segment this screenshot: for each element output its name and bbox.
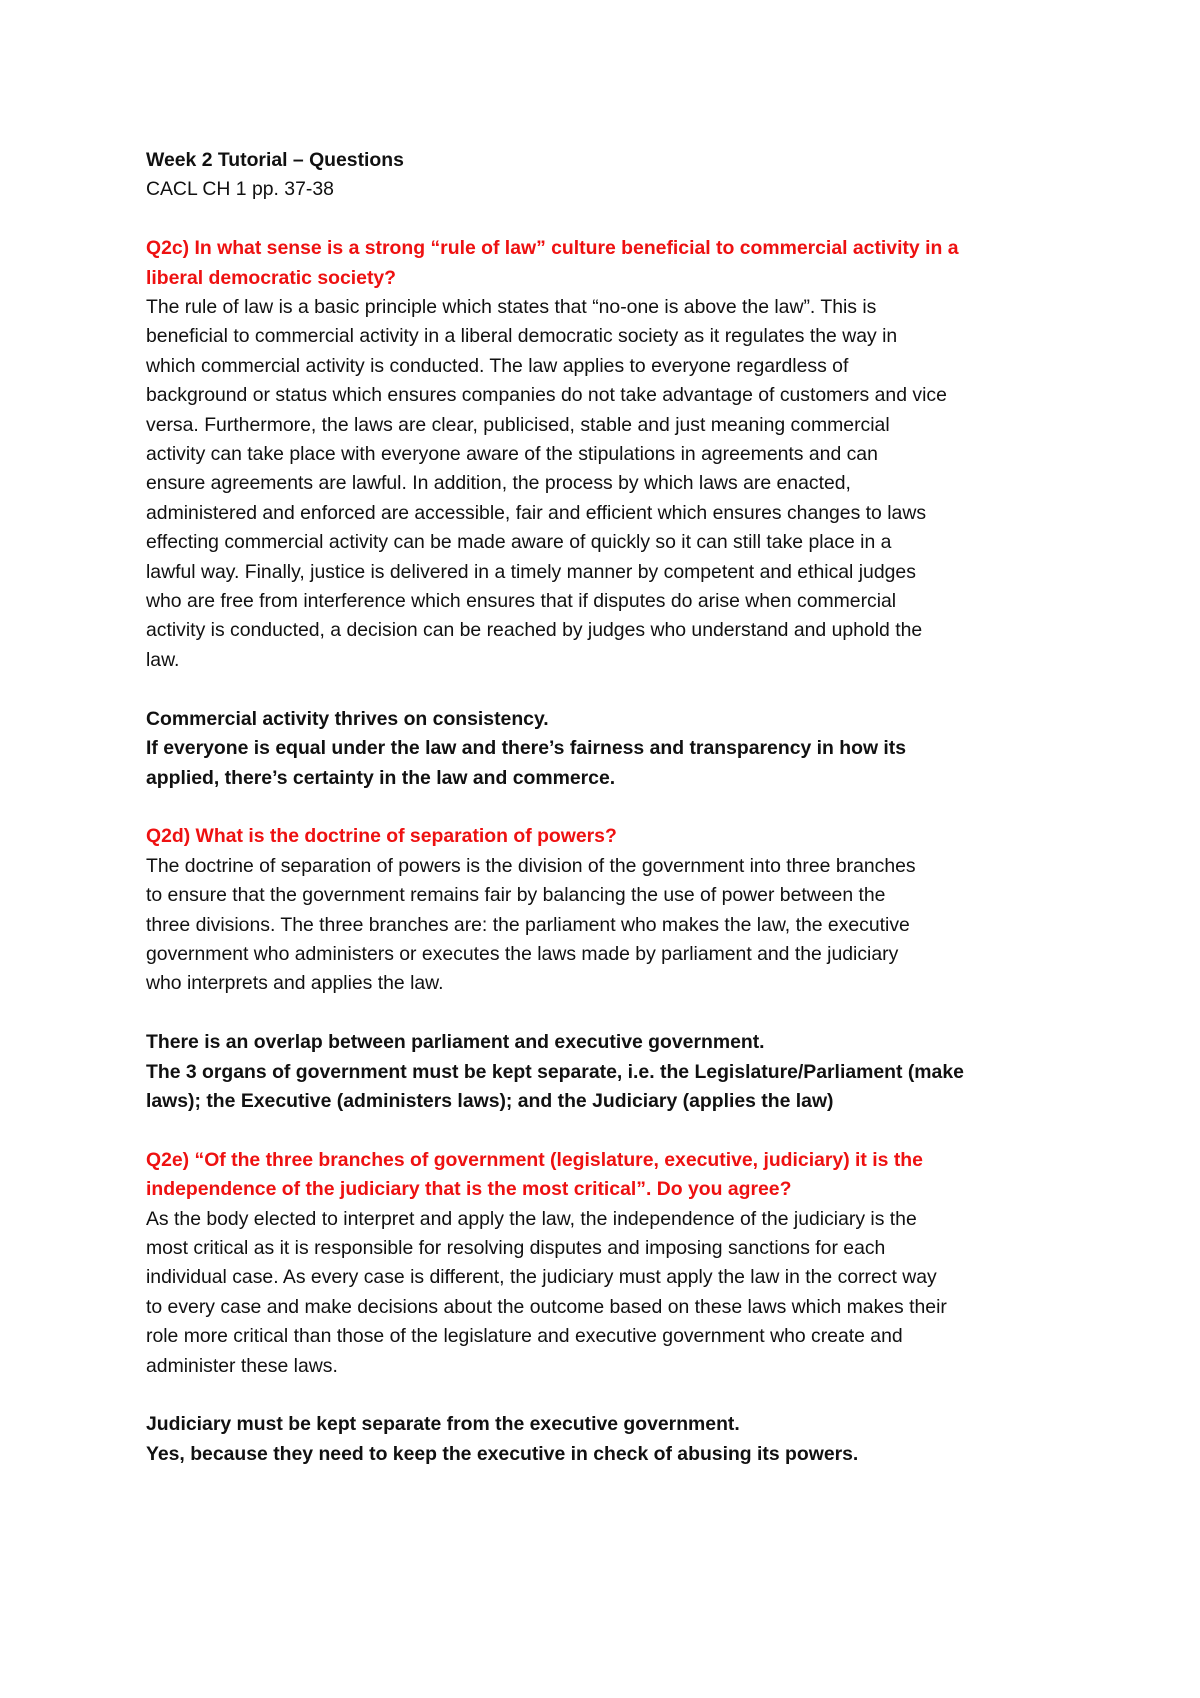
document-content <box>146 146 1076 1469</box>
spacer <box>146 793 1076 822</box>
question-block-q2c <box>146 234 1076 793</box>
answer-line: who interprets and applies the law. <box>146 972 444 995</box>
question-line: Q2e) “Of the three branches of government (legislature, executive, judiciary) it is the <box>146 1148 923 1171</box>
question-line: liberal democratic society? <box>146 266 397 289</box>
answer-line: three divisions. The three branches are: the parliament who makes the law, the executive <box>146 913 910 936</box>
answer-line: effecting commercial activity can be made aware of quickly so it can still take place in a <box>146 531 892 554</box>
document-title: Week 2 Tutorial – Questions <box>146 149 404 171</box>
spacer <box>146 999 1076 1028</box>
answer-line: activity can take place with everyone aware of the stipulations in agreements and can <box>146 443 878 466</box>
note-line: There is an overlap between parliament and executive government. <box>146 1031 765 1054</box>
answer-line: law. <box>146 648 180 671</box>
spacer <box>146 1381 1076 1410</box>
note-line: The 3 organs of government must be kept separate, i.e. the Legislature/Parliament (make <box>146 1060 964 1083</box>
answer-line: to ensure that the government remains fair by balancing the use of power between the <box>146 884 886 907</box>
answer-line: to every case and make decisions about the outcome based on these laws which makes their <box>146 1295 947 1318</box>
document-subtitle: CACL CH 1 pp. 37-38 <box>146 178 334 201</box>
note-line: applied, there’s certainty in the law and commerce. <box>146 766 616 789</box>
answer-line: ensure agreements are lawful. In addition, the process by which laws are enacted, <box>146 472 851 495</box>
answer-line: who are free from interference which ensures that if disputes do arise when commercial <box>146 590 897 613</box>
spacer <box>146 205 1076 234</box>
spacer <box>146 1116 1076 1145</box>
answer-line: activity is conducted, a decision can be reached by judges who understand and uphold the <box>146 619 923 642</box>
answer-line: background or status which ensures companies do not take advantage of customers and vice <box>146 384 947 407</box>
note-line: Judiciary must be kept separate from the executive government. <box>146 1413 740 1436</box>
answer-line: most critical as it is responsible for resolving disputes and imposing sanctions for each <box>146 1236 886 1259</box>
question-block-q2d <box>146 822 1076 1116</box>
note-line: If everyone is equal under the law and there’s fairness and transparency in how its <box>146 737 907 760</box>
note-line: Commercial activity thrives on consistency. <box>146 707 549 730</box>
note-line: laws); the Executive (administers laws); and the Judiciary (applies the law) <box>146 1089 834 1112</box>
answer-line: administer these laws. <box>146 1354 338 1377</box>
note-line: Yes, because they need to keep the executive in check of abusing its powers. <box>146 1442 859 1465</box>
spacer <box>146 675 1076 704</box>
question-line: independence of the judiciary that is the most critical”. Do you agree? <box>146 1178 792 1201</box>
answer-line: government who administers or executes the laws made by parliament and the judiciary <box>146 942 899 965</box>
question-line: Q2c) In what sense is a strong “rule of law” culture beneficial to commercial activity in a <box>146 237 959 260</box>
answer-line: beneficial to commercial activity in a liberal democratic society as it regulates the way in <box>146 325 898 348</box>
question-line: Q2d) What is the doctrine of separation of powers? <box>146 825 617 848</box>
answer-line: role more critical than those of the legislature and executive government who create and <box>146 1325 903 1348</box>
answer-line: The rule of law is a basic principle which states that “no-one is above the law”. This is <box>146 296 877 319</box>
answer-line: The doctrine of separation of powers is the division of the government into three branches <box>146 854 916 877</box>
answer-line: versa. Furthermore, the laws are clear, publicised, stable and just meaning commercial <box>146 413 890 436</box>
answer-line: lawful way. Finally, justice is delivered in a timely manner by competent and ethical judges <box>146 560 916 583</box>
answer-line: administered and enforced are accessible, fair and efficient which ensures changes to laws <box>146 501 927 524</box>
answer-line: individual case. As every case is different, the judiciary must apply the law in the correct way <box>146 1266 937 1289</box>
answer-line: As the body elected to interpret and apply the law, the independence of the judiciary is the <box>146 1207 917 1230</box>
answer-line: which commercial activity is conducted. The law applies to everyone regardless of <box>146 354 849 377</box>
question-block-q2e <box>146 1146 1076 1469</box>
